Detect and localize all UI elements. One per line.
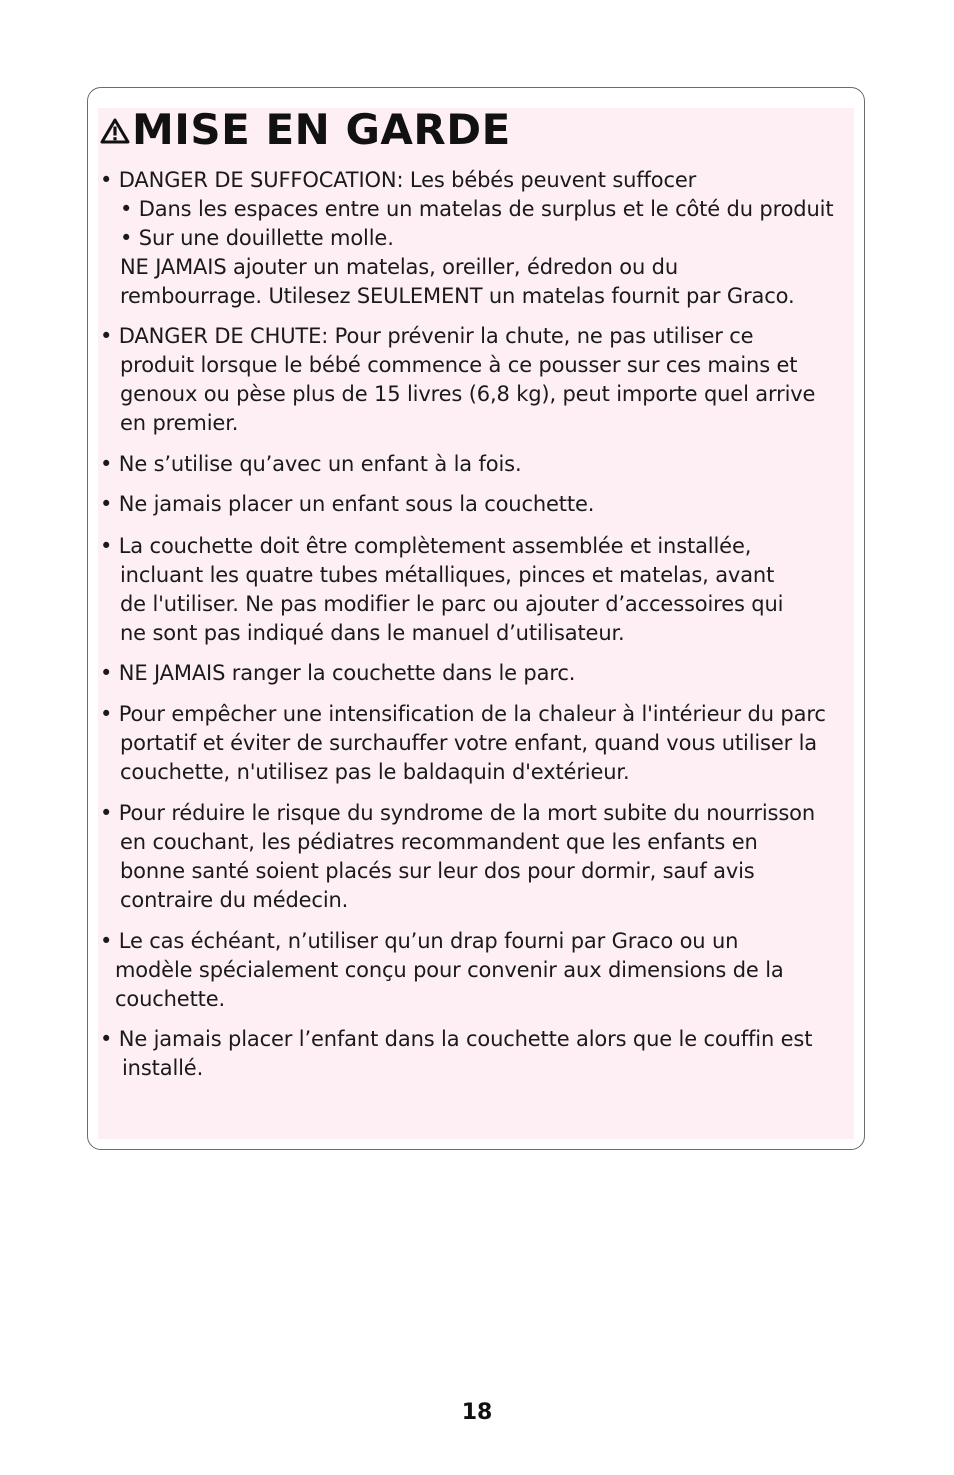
warning-line: couchette.	[115, 987, 226, 1011]
warning-line: genoux ou pèse plus de 15 livres (6,8 kg), peut importe quel arrive	[120, 382, 816, 406]
warning-line: en premier.	[120, 411, 239, 435]
warning-line: NE JAMAIS ajouter un matelas, oreiller, édredon ou du	[120, 255, 678, 279]
warning-item-assembly	[100, 532, 860, 648]
warning-item-sids	[100, 799, 860, 915]
warning-line: installé.	[122, 1056, 204, 1080]
warning-line: • Ne jamais placer un enfant sous la couchette.	[100, 492, 595, 516]
warning-item-sheet	[100, 927, 860, 1014]
page-number: 18	[461, 1400, 493, 1425]
warning-line: couchette, n'utilisez pas le baldaquin d'extérieur.	[120, 760, 630, 784]
warning-line: • Sur une douillette molle.	[120, 226, 394, 250]
warning-line: • Le cas échéant, n’utiliser qu’un drap fourni par Graco ou un	[100, 929, 739, 953]
warning-line: modèle spécialement conçu pour convenir aux dimensions de la	[115, 958, 784, 982]
warning-line: ne sont pas indiqué dans le manuel d’utilisateur.	[120, 621, 625, 645]
warning-line: • Ne jamais placer l’enfant dans la couchette alors que le couffin est	[100, 1027, 813, 1051]
warning-line: contraire du médecin.	[120, 888, 349, 912]
warning-item-one-child	[100, 450, 860, 479]
warning-line: • Pour empêcher une intensification de la chaleur à l'intérieur du parc	[100, 702, 826, 726]
warning-line: • DANGER DE SUFFOCATION: Les bébés peuvent suffocer	[100, 168, 697, 192]
warning-item-fall	[100, 322, 860, 438]
warning-heading	[100, 104, 511, 156]
warning-line: bonne santé soient placés sur leur dos pour dormir, sauf avis	[120, 859, 755, 883]
warning-line: • Pour réduire le risque du syndrome de la mort subite du nourrisson	[100, 801, 815, 825]
warning-item-suffocation	[100, 166, 860, 311]
warning-line: • Ne s’utilise qu’avec un enfant à la fois.	[100, 452, 522, 476]
warning-triangle-icon	[100, 118, 130, 144]
warning-line: incluant les quatre tubes métalliques, pinces et matelas, avant	[120, 563, 775, 587]
warning-line: en couchant, les pédiatres recommandent que les enfants en	[120, 830, 758, 854]
warning-line: portatif et éviter de surchauffer votre enfant, quand vous utiliser la	[120, 731, 818, 755]
warning-item-bassinet-installed	[100, 1025, 860, 1083]
warning-line: • Dans les espaces entre un matelas de surplus et le côté du produit	[120, 197, 834, 221]
warning-item-overheating	[100, 700, 860, 787]
warning-line: produit lorsque le bébé commence à ce pousser sur ces mains et	[120, 353, 798, 377]
warning-line: • DANGER DE CHUTE: Pour prévenir la chute, ne pas utiliser ce	[100, 324, 754, 348]
warning-line: • NE JAMAIS ranger la couchette dans le parc.	[100, 661, 576, 685]
warning-item-under-bassinet	[100, 490, 860, 519]
warning-heading-text: MISE EN GARDE	[132, 105, 511, 154]
warning-line: • La couchette doit être complètement assemblée et installée,	[100, 534, 752, 558]
warning-line: rembourrage. Utilesez SEULEMENT un matelas fournit par Graco.	[120, 284, 795, 308]
warning-line: de l'utiliser. Ne pas modifier le parc ou ajouter d’accessoires qui	[120, 592, 784, 616]
warning-item-storage	[100, 659, 860, 688]
